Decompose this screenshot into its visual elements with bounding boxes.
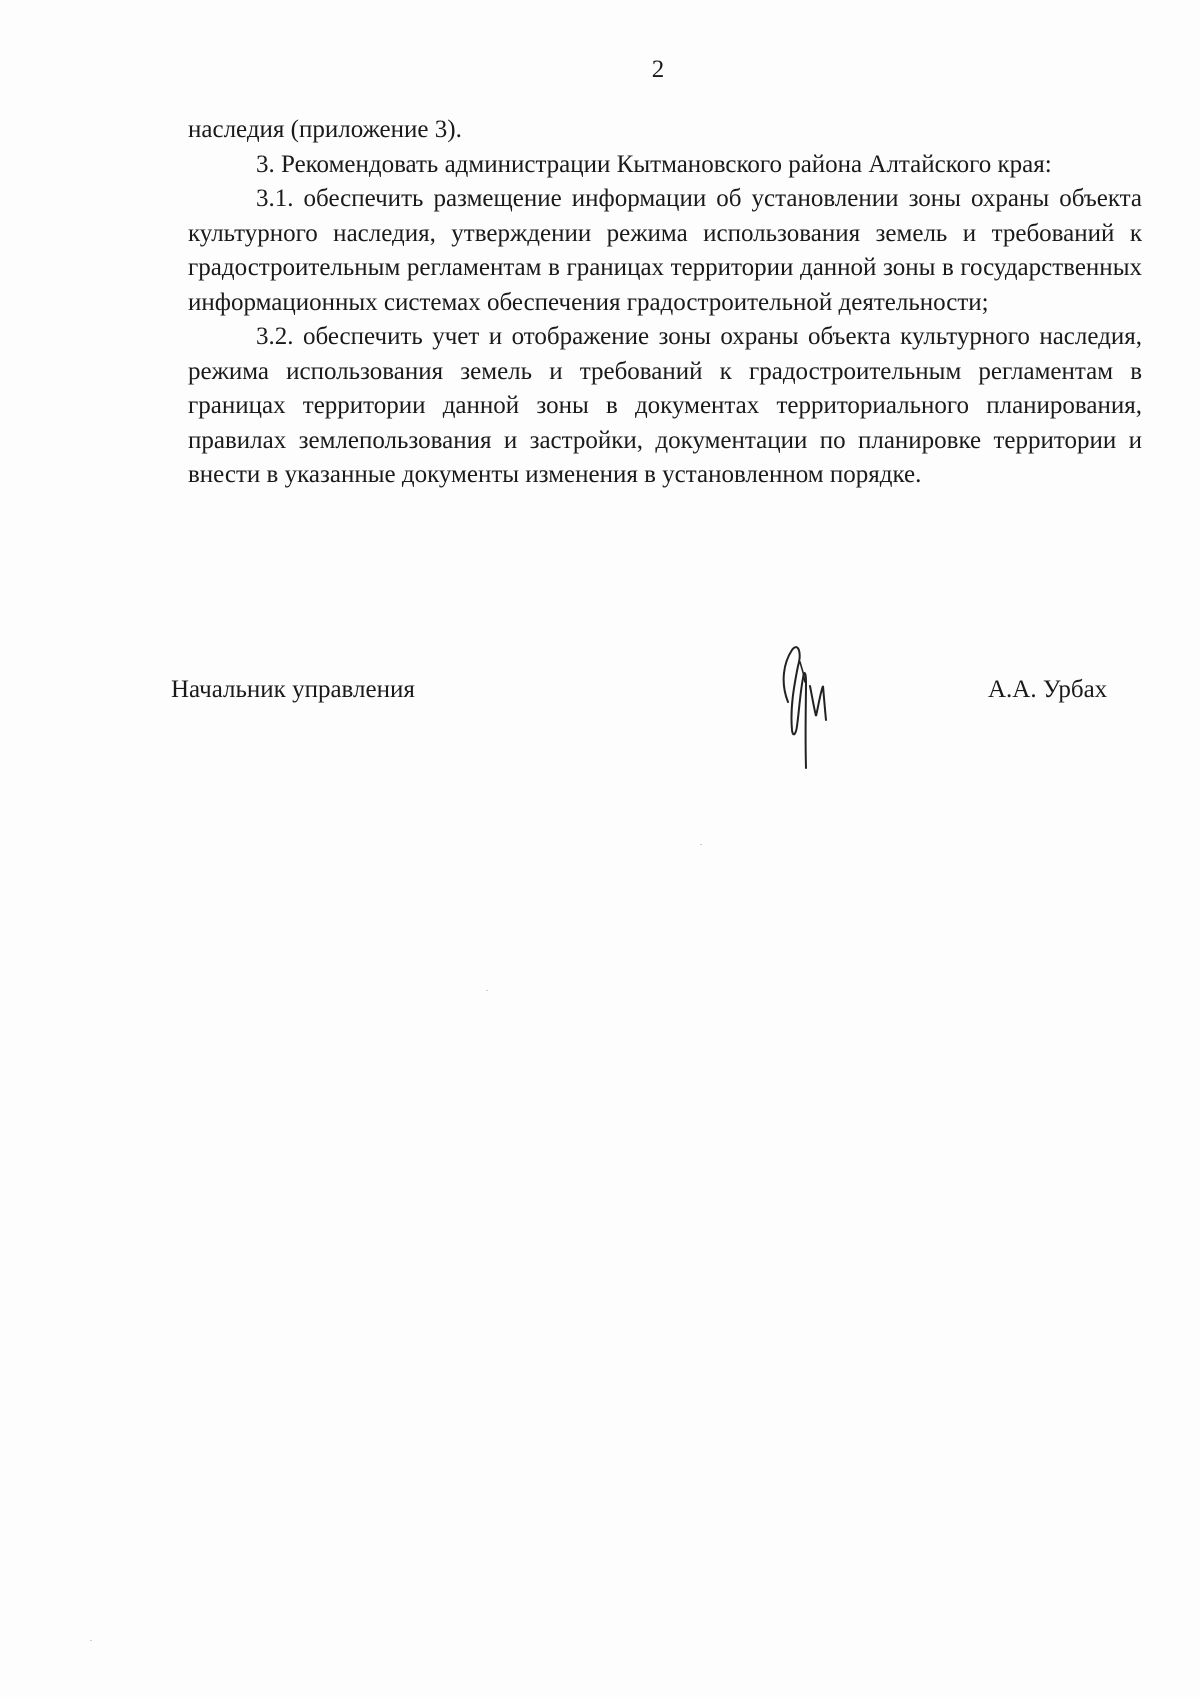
signatory-name: А.А. Урбах — [988, 676, 1108, 703]
page-number: 2 — [651, 56, 665, 83]
scan-speck — [700, 844, 702, 845]
scan-speck — [486, 990, 488, 991]
scan-speck — [90, 1640, 92, 1641]
paragraph-continuation: наследия (приложение 3). — [188, 116, 462, 143]
paragraph-item-3-2: 3.2. обеспечить учет и отображение зоны охраны объекта культурного наследия, режима использования земель и требований к градостроительным регламентам в границах территории данной зоны в документах территориального планирования, правилах землепользования и застройки, документации по планировке территории и внести в указанные документы изменения в установленном порядке. — [188, 323, 1142, 488]
paragraph-item-3-1: 3.1. обеспечить размещение информации об установлении зоны охраны объекта культурного наследия, утверждении режима использования земель и требований к градостроительным регламентам в границах территории данной зоны в государственных информационных системах обеспечения градостроительной деятельности; — [188, 185, 1142, 316]
document-body — [188, 113, 1142, 493]
signature-block — [0, 676, 1200, 786]
handwritten-signature — [770, 642, 840, 772]
signatory-title: Начальник управления — [171, 676, 415, 703]
paragraph-item-3: 3. Рекомендовать администрации Кытмановского района Алтайского края: — [256, 150, 1052, 178]
